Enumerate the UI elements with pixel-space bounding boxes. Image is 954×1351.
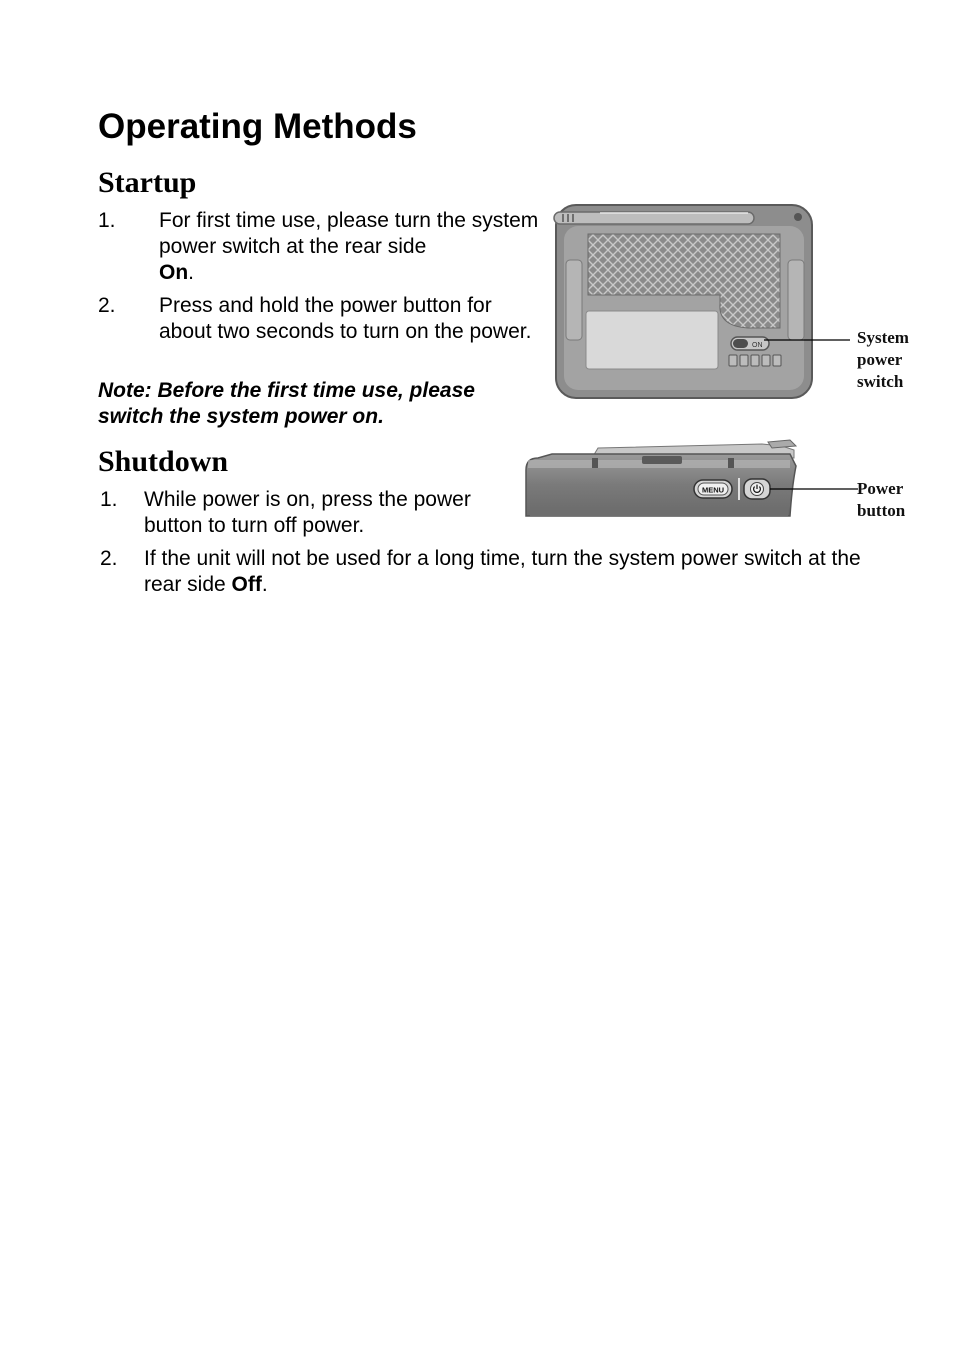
label-sticker — [586, 311, 718, 369]
step-text: While power is on, press the power button to turn off power. — [144, 488, 471, 537]
on-emphasis: On — [159, 261, 189, 284]
system-power-switch-callout: System power switch — [857, 328, 909, 391]
power-button-callout: Power button — [857, 479, 906, 520]
step-number: 1. — [100, 488, 118, 511]
shutdown-heading: Shutdown — [98, 445, 229, 478]
step-text: For first time use, please turn the system power switch at the rear side On. — [159, 209, 539, 284]
page-title: Operating Methods — [98, 107, 417, 146]
device-side-illustration — [522, 436, 858, 521]
system-power-switch — [731, 337, 769, 350]
step-number: 2. — [98, 294, 116, 317]
menu-button — [694, 480, 732, 498]
power-button — [744, 479, 770, 499]
screw-icon — [794, 213, 802, 221]
startup-heading: Startup — [98, 166, 197, 199]
step-number: 2. — [100, 547, 118, 570]
device-rear-illustration — [548, 200, 858, 405]
off-emphasis: Off — [231, 573, 262, 596]
step-text: If the unit will not be used for a long time, turn the system power switch at the rear side Off. — [144, 547, 861, 596]
step-number: 1. — [98, 209, 116, 232]
stylus-icon — [554, 212, 754, 224]
step-text: Press and hold the power button for about two seconds to turn on the power. — [159, 294, 532, 343]
svg-text:ON: ON — [752, 342, 763, 349]
connector-ports — [729, 355, 781, 366]
startup-note: Note: Before the first time use, please switch the system power on. — [98, 379, 475, 428]
svg-text:MENU: MENU — [701, 485, 725, 495]
